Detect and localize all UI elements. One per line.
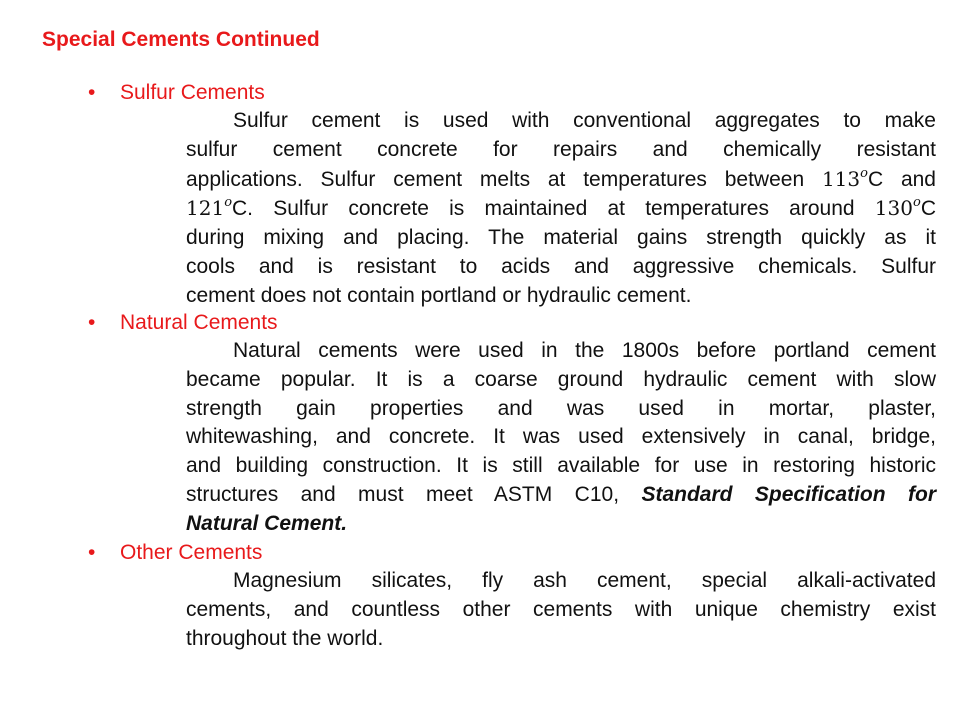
standard-title: Standard Specification for (641, 482, 936, 506)
paragraph-line: structures and must meet ASTM C10, Standard Specification for (186, 482, 936, 506)
natural-cements-heading: Natural Cements (120, 311, 278, 334)
paragraph-line: strength gain properties and was used in mortar, plaster, (186, 396, 936, 420)
bullet-icon: • (88, 541, 96, 564)
paragraph-line: throughout the world. (186, 626, 384, 650)
paragraph-line: applications. Sulfur cement melts at temperatures between 113$^o$C and (186, 165, 936, 191)
paragraph-line (186, 510, 936, 539)
sulfur-cements-paragraph (186, 107, 936, 311)
sulfur-cements-heading: Sulfur Cements (120, 81, 265, 104)
bullet-icon: • (88, 81, 96, 104)
other-cements-paragraph (186, 567, 936, 653)
bullet-icon: • (88, 311, 96, 334)
bullet-heading-natural-cements (88, 308, 278, 337)
bullet-heading-sulfur-cements (88, 78, 265, 107)
natural-cements-paragraph (186, 337, 936, 539)
paragraph-line: whitewashing, and concrete. It was used extensively in canal, bridge, (186, 425, 936, 449)
paragraph-line: during mixing and placing. The material gains strength quickly as it (186, 226, 936, 250)
bullet-heading-other-cements (88, 538, 262, 567)
paragraph-line: Natural cements were used in the 1800s before portland cement (233, 339, 936, 362)
standard-title: Natural Cement. (186, 511, 348, 535)
slide-title: Special Cements Continued (42, 28, 320, 51)
paragraph-line: sulfur cement concrete for repairs and chemically resistant (186, 137, 936, 161)
paragraph-line: cements, and countless other cements with unique chemistry exist (186, 597, 936, 621)
temperature-value: 130$^o$ (874, 195, 921, 221)
temperature-value: 121$^o$ (186, 195, 233, 221)
paragraph-line: became popular. It is a coarse ground hydraulic cement with slow (186, 367, 936, 391)
paragraph-line: Sulfur cement is used with conventional aggregates to make (233, 109, 936, 132)
paragraph-line: cement does not contain portland or hydraulic cement. (186, 283, 692, 307)
paragraph-line: and building construction. It is still available for use in restoring historic (186, 454, 936, 478)
paragraph-line: cools and is resistant to acids and aggressive chemicals. Sulfur (186, 254, 936, 278)
paragraph-line: 121$^o$C. Sulfur concrete is maintained at temperatures around 130$^o$C (186, 195, 936, 221)
paragraph-line: Magnesium silicates, fly ash cement, special alkali-activated (233, 569, 936, 592)
other-cements-heading: Other Cements (120, 541, 263, 564)
temperature-value: 113$^o$ (821, 165, 868, 191)
